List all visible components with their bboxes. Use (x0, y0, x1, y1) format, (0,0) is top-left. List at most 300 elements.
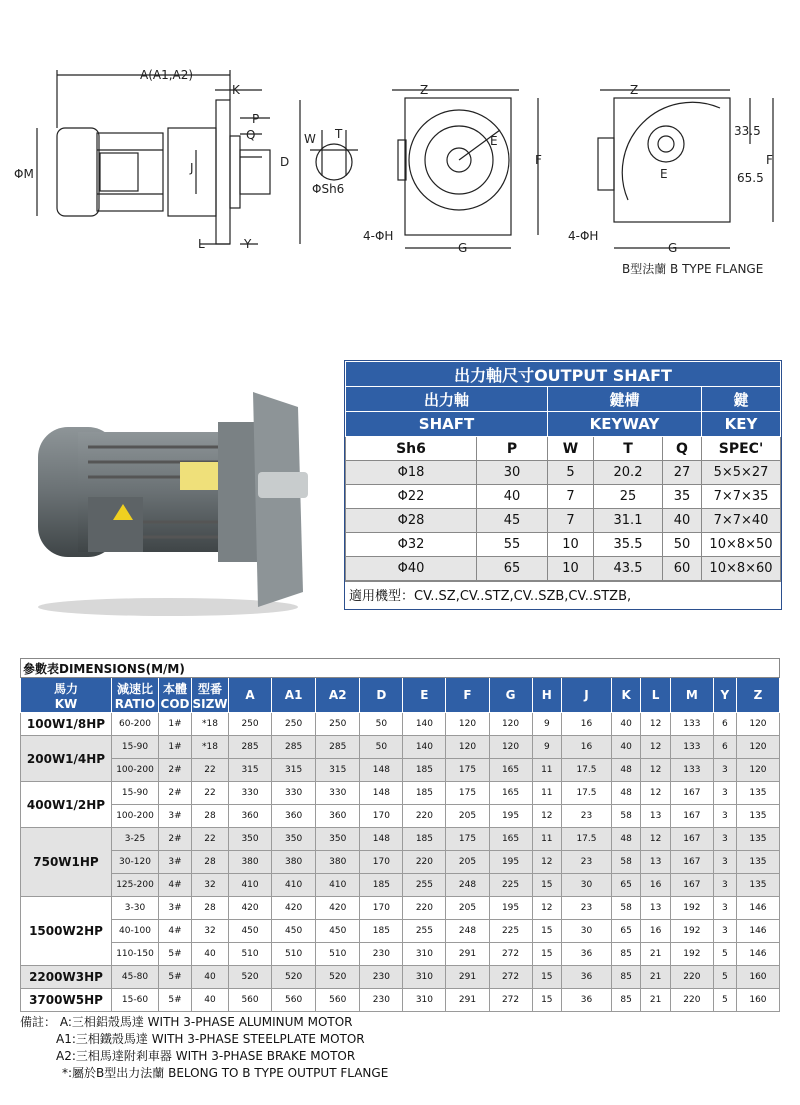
col-size (192, 678, 229, 713)
cell: 560 (229, 989, 272, 1012)
cell: 30 (562, 920, 612, 943)
cell: 195 (489, 897, 532, 920)
cell: 230 (360, 966, 403, 989)
remark-line: *:屬於B型出力法蘭 BELONG TO B TYPE OUTPUT FLANGE (62, 1066, 389, 1080)
cell: 3# (159, 897, 192, 920)
cell: 15 (532, 966, 561, 989)
applicable-models-note: 適用機型：CV..SZ,CV..STZ,CV..SZB,CV..STZB, (345, 581, 781, 609)
cell: 7×7×35 (702, 485, 781, 509)
cell: 120 (446, 713, 489, 736)
cell: 148 (360, 759, 403, 782)
cell: 133 (670, 736, 713, 759)
col-w: W (548, 437, 594, 461)
table-row (21, 759, 780, 782)
cell: 148 (360, 828, 403, 851)
col-p: P (477, 437, 548, 461)
cell: 135 (736, 828, 779, 851)
cell: 12 (532, 897, 561, 920)
cell: 7 (548, 509, 594, 533)
col-spec: SPEC' (702, 437, 781, 461)
cell: 185 (403, 782, 446, 805)
cell: 146 (736, 920, 779, 943)
col-cod (159, 678, 192, 713)
cell: 58 (611, 805, 640, 828)
cell: 285 (229, 736, 272, 759)
cell: 3 (713, 782, 736, 805)
cell: 40 (192, 989, 229, 1012)
cell: 272 (489, 989, 532, 1012)
cell: 45-80 (112, 966, 159, 989)
col-h: H (532, 678, 561, 713)
cell: 15 (532, 943, 561, 966)
remark-line: A2:三相馬達附剎車器 WITH 3-PHASE BRAKE MOTOR (56, 1049, 356, 1063)
cell: 60-200 (112, 713, 159, 736)
label-l: L (198, 237, 205, 251)
table-row (21, 989, 780, 1012)
cell: 17.5 (562, 782, 612, 805)
cell: 185 (360, 874, 403, 897)
cell: 28 (192, 805, 229, 828)
cell: 192 (670, 920, 713, 943)
cell: 32 (192, 874, 229, 897)
cell: 380 (272, 851, 316, 874)
col-cod-en: COD (160, 696, 190, 711)
label-q: Q (246, 128, 256, 142)
table-row (21, 851, 780, 874)
col-e: E (403, 678, 446, 713)
cell: 410 (316, 874, 360, 897)
cell: 65 (611, 874, 640, 897)
table-row (346, 533, 781, 557)
table-row (21, 828, 780, 851)
label-g-b: G (668, 241, 678, 255)
cell: 110-150 (112, 943, 159, 966)
cell: 12 (641, 713, 670, 736)
cell: Φ28 (346, 509, 477, 533)
label-p: P (252, 112, 260, 126)
col-d: D (360, 678, 403, 713)
cell: 165 (489, 759, 532, 782)
label-k: K (232, 83, 240, 97)
label-f: F (535, 153, 542, 167)
cell: 380 (229, 851, 272, 874)
cell: 310 (403, 943, 446, 966)
technical-drawings (0, 0, 800, 300)
cell: 43.5 (594, 557, 663, 581)
cell: 135 (736, 874, 779, 897)
cell: 40 (192, 943, 229, 966)
cell: 167 (670, 851, 713, 874)
cell: 167 (670, 828, 713, 851)
cell: 420 (316, 897, 360, 920)
cell: 5 (713, 943, 736, 966)
cell: 10 (548, 557, 594, 581)
cell: 167 (670, 782, 713, 805)
cell: 167 (670, 805, 713, 828)
cell: 13 (641, 805, 670, 828)
cell: 205 (446, 805, 489, 828)
cell: Φ40 (346, 557, 477, 581)
cell: 58 (611, 897, 640, 920)
col-q: Q (663, 437, 702, 461)
col-l: L (641, 678, 670, 713)
cell: 195 (489, 805, 532, 828)
table-row (346, 461, 781, 485)
cell: 32 (192, 920, 229, 943)
cell: Φ22 (346, 485, 477, 509)
cell: 165 (489, 782, 532, 805)
cell: 21 (641, 943, 670, 966)
label-z-b: Z (630, 83, 639, 97)
cell: 40-100 (112, 920, 159, 943)
table-row (21, 805, 780, 828)
cell: 7×7×40 (702, 509, 781, 533)
cell: 36 (562, 966, 612, 989)
cell: 272 (489, 943, 532, 966)
group-shaft-en: SHAFT (346, 412, 548, 437)
cell: 170 (360, 805, 403, 828)
cell: 85 (611, 966, 640, 989)
label-y: Y (244, 237, 252, 251)
cell: 350 (272, 828, 316, 851)
table-row (21, 966, 780, 989)
cell: 450 (316, 920, 360, 943)
cell: 13 (641, 897, 670, 920)
cell: 50 (360, 736, 403, 759)
cell: 450 (229, 920, 272, 943)
cell: 15-60 (112, 989, 159, 1012)
cell: 160 (736, 989, 779, 1012)
power-cell: 750W1HP (21, 828, 112, 897)
gear-motor-image (18, 372, 318, 622)
cell: 165 (489, 828, 532, 851)
cell: 23 (562, 851, 612, 874)
col-kw (21, 678, 112, 713)
cell: 560 (316, 989, 360, 1012)
cell: 120 (736, 759, 779, 782)
cell: 40 (663, 509, 702, 533)
label-z: Z (420, 83, 429, 97)
cell: 60 (663, 557, 702, 581)
col-kw-cn: 馬力 (53, 681, 78, 696)
cell: 360 (229, 805, 272, 828)
cell: 50 (360, 713, 403, 736)
cell: 3 (713, 851, 736, 874)
cell: 3 (713, 897, 736, 920)
cell: 248 (446, 920, 489, 943)
cell: 135 (736, 782, 779, 805)
cell: 230 (360, 943, 403, 966)
cell: 3 (713, 920, 736, 943)
cell: 140 (403, 736, 446, 759)
cell: 133 (670, 713, 713, 736)
cell: 120 (736, 713, 779, 736)
col-ratio-en: RATIO (114, 696, 156, 711)
table-row (346, 509, 781, 533)
col-cod-cn: 本體 (162, 681, 187, 696)
cell: 5# (159, 989, 192, 1012)
cell: 15-90 (112, 736, 159, 759)
col-size-cn: 型番 (197, 681, 222, 696)
cell: 360 (316, 805, 360, 828)
cell: 11 (532, 759, 561, 782)
cell: 7 (548, 485, 594, 509)
cell: 3# (159, 805, 192, 828)
table-row (21, 920, 780, 943)
col-t: T (594, 437, 663, 461)
cell: 291 (446, 966, 489, 989)
cell: 40 (611, 736, 640, 759)
cell: 125-200 (112, 874, 159, 897)
cell: 3-25 (112, 828, 159, 851)
cell: 255 (403, 920, 446, 943)
cell: 167 (670, 874, 713, 897)
cell: 250 (229, 713, 272, 736)
cell: 22 (192, 828, 229, 851)
cell: 195 (489, 851, 532, 874)
cell: 120 (489, 736, 532, 759)
label-e: E (490, 134, 498, 148)
cell: 310 (403, 989, 446, 1012)
col-z: Z (736, 678, 779, 713)
cell: 330 (272, 782, 316, 805)
cell: 1# (159, 736, 192, 759)
cell: 133 (670, 759, 713, 782)
power-cell: 1500W2HP (21, 897, 112, 966)
cell: 510 (316, 943, 360, 966)
cell: 15 (532, 989, 561, 1012)
cell: 205 (446, 851, 489, 874)
cell: 146 (736, 943, 779, 966)
cell: 35.5 (594, 533, 663, 557)
cell: 560 (272, 989, 316, 1012)
label-h: 4-ΦH (363, 229, 394, 243)
power-cell: 100W1/8HP (21, 713, 112, 736)
cell: 510 (229, 943, 272, 966)
label-dim1: 33.5 (734, 124, 761, 138)
col-a: A (229, 678, 272, 713)
cell: 45 (477, 509, 548, 533)
col-f: F (446, 678, 489, 713)
table-row (346, 557, 781, 581)
cell: 220 (403, 897, 446, 920)
cell: 9 (532, 713, 561, 736)
col-g: G (489, 678, 532, 713)
cell: 230 (360, 989, 403, 1012)
table-row (21, 943, 780, 966)
label-e-b: E (660, 167, 668, 181)
cell: 22 (192, 782, 229, 805)
cell: 148 (360, 782, 403, 805)
dims-table-title: 參數表DIMENSIONS(M/M) (21, 659, 780, 678)
cell: 85 (611, 989, 640, 1012)
shaft-table-title: 出力軸尺寸OUTPUT SHAFT (346, 362, 781, 387)
cell: 48 (611, 759, 640, 782)
col-y: Y (713, 678, 736, 713)
cell: 272 (489, 966, 532, 989)
label-t: T (335, 127, 343, 141)
cell: 3 (713, 805, 736, 828)
cell: 175 (446, 828, 489, 851)
cell: 15-90 (112, 782, 159, 805)
cell: 16 (641, 920, 670, 943)
cell: 225 (489, 920, 532, 943)
label-a: A(A1,A2) (140, 68, 194, 82)
cell: Φ32 (346, 533, 477, 557)
cell: 5×5×27 (702, 461, 781, 485)
cell: 55 (477, 533, 548, 557)
cell: 520 (229, 966, 272, 989)
cell: 4# (159, 874, 192, 897)
cell: 50 (663, 533, 702, 557)
cell: 285 (272, 736, 316, 759)
cell: 40 (192, 966, 229, 989)
col-j: J (562, 678, 612, 713)
cell: 17.5 (562, 828, 612, 851)
cell: 380 (316, 851, 360, 874)
cell: 3-30 (112, 897, 159, 920)
output-shaft-table (344, 360, 782, 610)
col-k: K (611, 678, 640, 713)
cell: 12 (641, 828, 670, 851)
cell: 175 (446, 782, 489, 805)
col-size-en: SIZW (192, 696, 228, 711)
cell: 10×8×60 (702, 557, 781, 581)
group-keyway-cn: 鍵槽 (548, 387, 702, 412)
cell: 100-200 (112, 805, 159, 828)
cell: 5# (159, 966, 192, 989)
cell: 22 (192, 759, 229, 782)
cell: 175 (446, 759, 489, 782)
cell: 9 (532, 736, 561, 759)
cell: 420 (272, 897, 316, 920)
cell: 220 (670, 966, 713, 989)
group-key-cn: 鍵 (702, 387, 781, 412)
cell: 250 (316, 713, 360, 736)
label-sh6: ΦSh6 (312, 182, 345, 196)
power-cell: 400W1/2HP (21, 782, 112, 828)
col-m: M (670, 678, 713, 713)
cell: 15 (532, 920, 561, 943)
cell: 3 (713, 874, 736, 897)
cell: 170 (360, 897, 403, 920)
table-row (21, 782, 780, 805)
cell: 420 (229, 897, 272, 920)
cell: 36 (562, 943, 612, 966)
cell: 16 (562, 713, 612, 736)
cell: 2# (159, 782, 192, 805)
cell: 21 (641, 989, 670, 1012)
cell: 10×8×50 (702, 533, 781, 557)
cell: 2# (159, 759, 192, 782)
cell: 120 (489, 713, 532, 736)
cell: 205 (446, 897, 489, 920)
cell: 12 (641, 736, 670, 759)
col-a1: A1 (272, 678, 316, 713)
dimensions-table (20, 658, 780, 1082)
cell: 135 (736, 851, 779, 874)
cell: 315 (272, 759, 316, 782)
cell: 28 (192, 851, 229, 874)
cell: 520 (316, 966, 360, 989)
label-g: G (458, 241, 468, 255)
group-key-en: KEY (702, 412, 781, 437)
cell: Φ18 (346, 461, 477, 485)
remark-line: 備註： A:三相鋁殼馬達 WITH 3-PHASE ALUMINUM MOTOR (20, 1015, 353, 1029)
cell: 12 (532, 805, 561, 828)
cell: 3 (713, 828, 736, 851)
cell: *18 (192, 736, 229, 759)
cell: 250 (272, 713, 316, 736)
cell: 48 (611, 782, 640, 805)
cell: 10 (548, 533, 594, 557)
label-d: D (280, 155, 290, 169)
cell: 291 (446, 989, 489, 1012)
cell: 20.2 (594, 461, 663, 485)
cell: 23 (562, 805, 612, 828)
cell: 85 (611, 943, 640, 966)
table-row (346, 485, 781, 509)
cell: 4# (159, 920, 192, 943)
cell: 185 (403, 759, 446, 782)
cell: 220 (403, 805, 446, 828)
cell: 30-120 (112, 851, 159, 874)
cell: 36 (562, 989, 612, 1012)
cell: 5 (548, 461, 594, 485)
col-ratio-cn: 減速比 (116, 681, 153, 696)
power-cell: 2200W3HP (21, 966, 112, 989)
col-a2: A2 (316, 678, 360, 713)
cell: 6 (713, 713, 736, 736)
cell: 248 (446, 874, 489, 897)
cell: 16 (562, 736, 612, 759)
cell: 146 (736, 897, 779, 920)
label-j: J (190, 161, 194, 175)
cell: 28 (192, 897, 229, 920)
cell: 15 (532, 874, 561, 897)
cell: 135 (736, 805, 779, 828)
cell: 350 (229, 828, 272, 851)
table-row (21, 874, 780, 897)
table-row (21, 897, 780, 920)
dimension-drawing (0, 0, 800, 300)
cell: 510 (272, 943, 316, 966)
cell: 225 (489, 874, 532, 897)
cell: 410 (272, 874, 316, 897)
cell: 140 (403, 713, 446, 736)
cell: 285 (316, 736, 360, 759)
cell: 6 (713, 736, 736, 759)
cell: 330 (316, 782, 360, 805)
motor-photo (18, 372, 318, 622)
cell: 3# (159, 851, 192, 874)
label-h-b: 4-ΦH (568, 229, 599, 243)
cell: 100-200 (112, 759, 159, 782)
cell: 58 (611, 851, 640, 874)
cell: 120 (446, 736, 489, 759)
remarks (20, 1014, 780, 1082)
cell: 30 (562, 874, 612, 897)
cell: 185 (360, 920, 403, 943)
table-row (21, 713, 780, 736)
cell: 48 (611, 828, 640, 851)
cell: 5 (713, 989, 736, 1012)
cell: 192 (670, 897, 713, 920)
cell: 65 (611, 920, 640, 943)
cell: 520 (272, 966, 316, 989)
group-shaft-cn: 出力軸 (346, 387, 548, 412)
cell: 40 (477, 485, 548, 509)
